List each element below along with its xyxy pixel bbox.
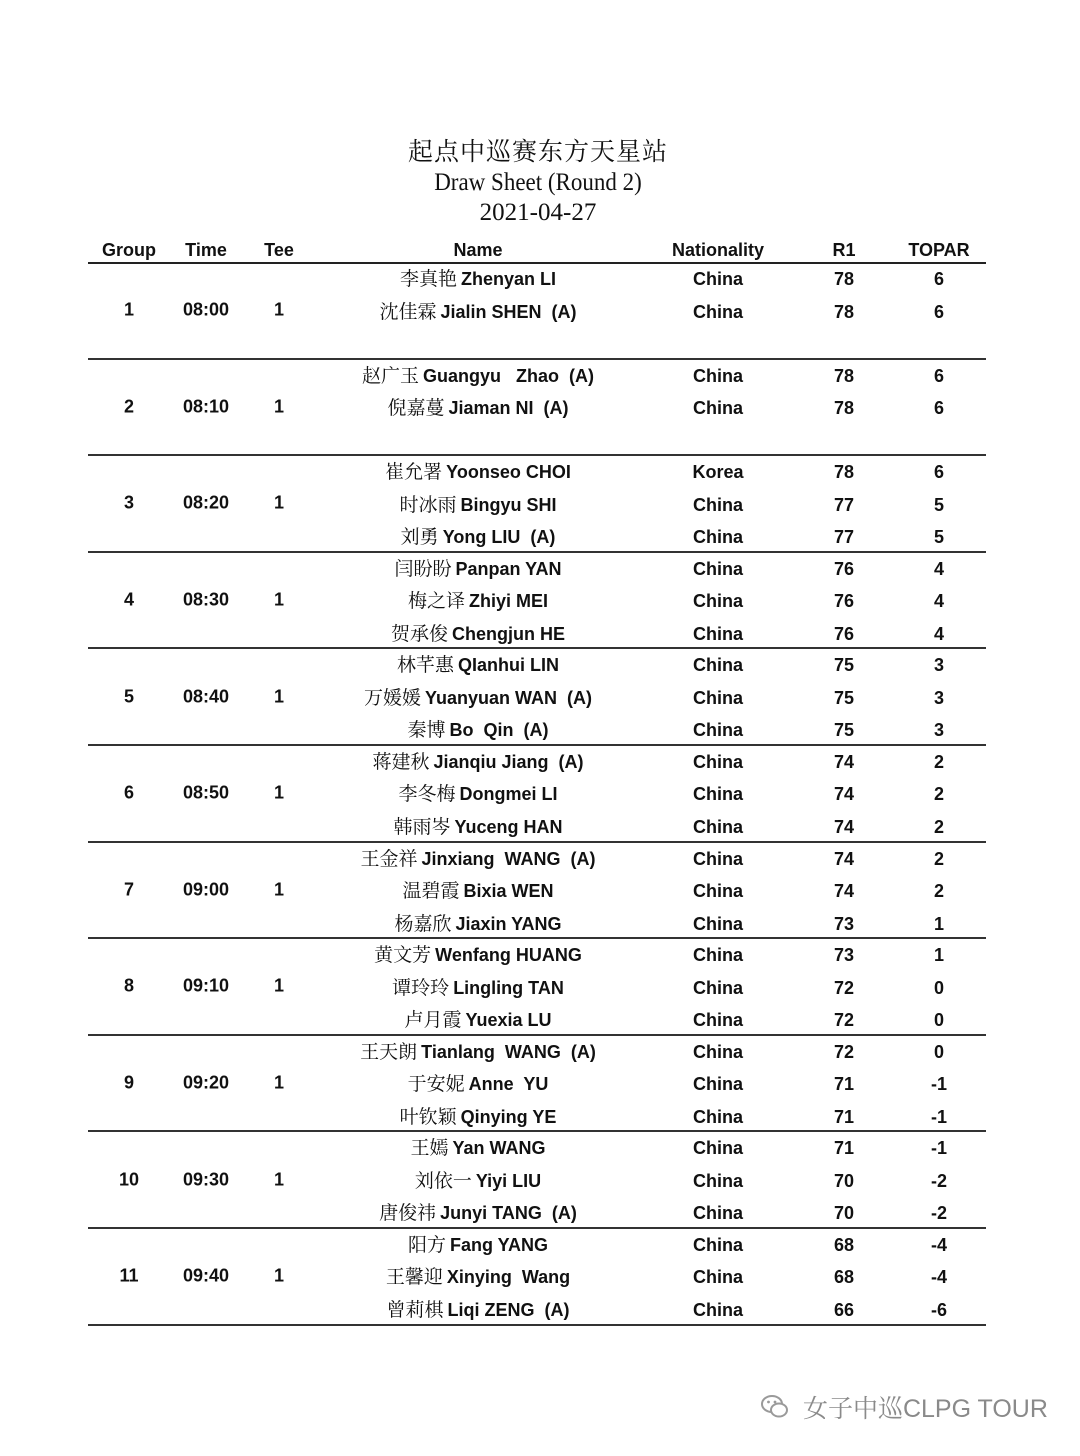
player-topar: 6 — [933, 398, 945, 419]
player-name-cn: 倪嘉蔓 — [387, 397, 445, 420]
player-row — [88, 1197, 986, 1230]
player-name-en: Bingyu SHI — [460, 494, 557, 515]
player-name — [394, 553, 561, 585]
player-name-cn: 时冰雨 — [399, 493, 457, 516]
player-nationality: China — [692, 977, 744, 998]
player-row — [88, 618, 986, 651]
player-topar: 1 — [933, 945, 945, 966]
player-nationality: China — [692, 945, 744, 966]
player-nationality: China — [692, 881, 744, 902]
group-row — [88, 939, 986, 1036]
player-name — [410, 1132, 545, 1164]
col-group: Group — [102, 240, 156, 260]
group-row — [88, 746, 986, 843]
player-name — [362, 360, 594, 392]
player-nationality: China — [692, 1074, 744, 1095]
player-name-en: Yan WANG — [452, 1138, 546, 1159]
player-name-cn: 唐俊祎 — [379, 1202, 437, 1225]
player-nationality: Korea — [692, 462, 744, 483]
player-name-en: Dongmei LI — [459, 784, 558, 805]
player-name-cn: 刘依一 — [414, 1169, 472, 1192]
player-name — [415, 1165, 541, 1197]
player-name-cn: 于安妮 — [407, 1073, 465, 1096]
tournament-title: 起点中巡赛东方天星站 — [407, 137, 668, 166]
col-r1: R1 — [832, 240, 856, 260]
group-row — [88, 456, 986, 553]
player-topar: 5 — [933, 494, 945, 515]
player-row — [88, 778, 986, 811]
player-r1-score: 74 — [833, 784, 855, 805]
player-topar: -1 — [930, 1106, 948, 1127]
player-r1-score: 71 — [833, 1106, 855, 1127]
player-topar: 3 — [933, 687, 945, 708]
group-row — [88, 553, 986, 650]
player-name-cn: 闫盼盼 — [394, 557, 452, 580]
player-name-en: Yiyi LIU — [475, 1170, 542, 1191]
player-name — [394, 908, 561, 940]
player-name-en: Jianqiu Jiang (A) — [433, 751, 584, 772]
player-name — [400, 263, 556, 295]
player-row — [88, 972, 986, 1005]
player-row — [88, 585, 986, 618]
player-name-en: Qinying YE — [460, 1106, 557, 1127]
player-row — [88, 456, 986, 489]
player-row — [88, 939, 986, 972]
player-nationality: China — [692, 913, 744, 934]
player-name — [385, 456, 571, 488]
player-name-en: Tianlang WANG (A) — [421, 1041, 596, 1062]
group-row — [88, 360, 986, 457]
player-nationality: China — [692, 1203, 744, 1224]
player-r1-score: 72 — [833, 977, 855, 998]
player-topar: -6 — [930, 1299, 948, 1320]
player-row — [88, 263, 986, 296]
player-topar: 3 — [933, 720, 945, 741]
player-topar: -1 — [930, 1138, 948, 1159]
player-row — [88, 489, 986, 522]
player-name-en: Bixia WEN — [463, 881, 554, 902]
player-name-en: Yuanyuan WAN (A) — [425, 687, 593, 708]
player-row — [88, 1101, 986, 1134]
tee-time: 09:00 — [182, 879, 230, 900]
tee-time: 09:20 — [182, 1072, 230, 1093]
col-topar: TOPAR — [908, 240, 970, 260]
player-row — [88, 908, 986, 941]
player-r1-score: 78 — [833, 301, 855, 322]
col-tee: Tee — [264, 240, 294, 260]
player-row — [88, 296, 986, 329]
player-nationality: China — [692, 269, 744, 289]
player-nationality: China — [692, 687, 744, 708]
player-name-cn: 万媛媛 — [363, 686, 421, 709]
player-nationality: China — [692, 784, 744, 805]
player-name-en: Jialin SHEN (A) — [440, 301, 577, 322]
player-name-cn: 叶钦颖 — [399, 1105, 457, 1128]
player-r1-score: 78 — [833, 462, 855, 483]
player-name — [364, 682, 592, 714]
player-name-en: Bo Qin (A) — [449, 720, 549, 741]
player-name — [399, 489, 556, 521]
tee-time: 08:40 — [182, 686, 230, 707]
player-name — [379, 296, 576, 328]
group-number: 5 — [123, 686, 135, 707]
player-name-cn: 秦博 — [407, 719, 446, 742]
player-name — [398, 778, 557, 810]
player-r1-score: 76 — [833, 558, 855, 579]
player-r1-score: 78 — [833, 365, 855, 386]
player-name — [393, 811, 562, 843]
player-topar: -1 — [930, 1074, 948, 1095]
player-nationality: China — [692, 720, 744, 741]
player-name — [392, 972, 564, 1004]
player-row — [88, 875, 986, 908]
player-row — [88, 746, 986, 779]
player-row — [88, 360, 986, 393]
player-nationality: China — [692, 591, 744, 612]
player-r1-score: 78 — [833, 269, 855, 289]
watermark-text: 女子中巡CLPG TOUR — [802, 1395, 1048, 1424]
player-topar: 4 — [933, 591, 945, 612]
table-header — [88, 238, 986, 264]
player-r1-score: 77 — [833, 527, 855, 548]
player-name — [372, 746, 583, 778]
player-name — [386, 1261, 570, 1293]
player-name — [400, 1101, 557, 1133]
player-nationality: China — [692, 527, 744, 548]
player-topar: 2 — [933, 751, 945, 772]
player-name-en: Jiaman NI (A) — [448, 398, 569, 419]
player-name-cn: 韩雨岑 — [393, 815, 451, 838]
player-nationality: China — [692, 1138, 744, 1159]
tee-time: 09:10 — [182, 975, 230, 996]
player-r1-score: 68 — [833, 1267, 855, 1288]
tee-time: 08:30 — [182, 589, 230, 610]
player-topar: 0 — [933, 977, 945, 998]
player-name-cn: 李真艳 — [399, 268, 457, 290]
tee-time: 08:00 — [182, 299, 230, 320]
player-name-cn: 王金祥 — [360, 847, 418, 870]
player-nationality: China — [692, 655, 744, 676]
player-name-en: Panpan YAN — [455, 558, 562, 579]
player-nationality: China — [692, 816, 744, 837]
document-header — [0, 136, 1076, 228]
player-nationality: China — [692, 558, 744, 579]
tee-time: 08:10 — [182, 396, 230, 417]
player-r1-score: 71 — [833, 1074, 855, 1095]
player-name-en: Zhenyan LI — [461, 269, 557, 289]
tee-number: 1 — [273, 1265, 285, 1286]
group-row — [88, 1229, 986, 1326]
player-name-cn: 沈佳霖 — [379, 300, 437, 323]
player-topar: 4 — [933, 558, 945, 579]
player-name-en: Liqi ZENG (A) — [447, 1299, 570, 1320]
player-name-cn: 赵广玉 — [361, 364, 420, 387]
player-nationality: China — [692, 1267, 744, 1288]
player-name-en: Yuexia LU — [465, 1010, 552, 1031]
player-topar: 6 — [933, 301, 945, 322]
player-row — [88, 1229, 986, 1262]
player-name — [397, 649, 559, 681]
player-r1-score: 73 — [833, 945, 855, 966]
player-r1-score: 75 — [833, 687, 855, 708]
player-name-cn: 谭玲玲 — [392, 976, 450, 999]
player-r1-score: 73 — [833, 913, 855, 934]
player-name-cn: 李冬梅 — [398, 783, 456, 806]
tee-number: 1 — [273, 396, 285, 417]
group-number: 10 — [118, 1169, 140, 1190]
group-row — [88, 1132, 986, 1229]
player-row — [88, 714, 986, 747]
tee-number: 1 — [273, 782, 285, 803]
player-name — [374, 939, 582, 971]
player-name — [379, 1197, 577, 1229]
player-nationality: China — [692, 398, 744, 419]
group-number: 1 — [123, 299, 135, 320]
player-row — [88, 1036, 986, 1069]
player-name-cn: 贺承俊 — [390, 622, 449, 645]
player-r1-score: 66 — [833, 1299, 855, 1320]
player-name-en: Chengjun HE — [452, 623, 566, 644]
player-name-cn: 王天朗 — [360, 1040, 418, 1063]
player-topar: 0 — [933, 1041, 945, 1062]
col-nationality: Nationality — [671, 240, 765, 260]
player-r1-score: 70 — [833, 1170, 855, 1191]
tee-number: 1 — [273, 299, 285, 320]
watermark — [760, 1394, 1048, 1427]
player-name-en: Junyi TANG (A) — [440, 1203, 577, 1224]
player-name-en: Guangyu Zhao (A) — [423, 365, 595, 386]
wechat-icon — [760, 1394, 790, 1427]
player-name — [360, 1036, 596, 1068]
col-name: Name — [453, 240, 503, 260]
player-row — [88, 811, 986, 844]
player-r1-score: 78 — [833, 398, 855, 419]
player-name-cn: 林芊惠 — [396, 654, 455, 677]
player-topar: 2 — [933, 784, 945, 805]
player-nationality: China — [692, 301, 744, 322]
player-name — [408, 1068, 549, 1100]
player-r1-score: 77 — [833, 494, 855, 515]
player-row — [88, 682, 986, 715]
player-name-cn: 王馨迎 — [385, 1266, 443, 1289]
player-name-en: QIanhui LIN — [458, 655, 560, 676]
player-name — [387, 1294, 570, 1326]
tee-number: 1 — [273, 975, 285, 996]
player-nationality: China — [692, 1299, 744, 1320]
player-topar: 4 — [933, 623, 945, 644]
player-name-cn: 刘勇 — [400, 526, 439, 549]
player-row — [88, 649, 986, 682]
player-name-en: Anne YU — [468, 1074, 549, 1095]
player-name — [408, 714, 549, 746]
sheet-date: 2021-04-27 — [479, 199, 597, 226]
player-name — [408, 585, 548, 617]
player-nationality: China — [692, 623, 744, 644]
player-name — [360, 843, 595, 875]
player-r1-score: 76 — [833, 591, 855, 612]
group-number: 9 — [123, 1072, 135, 1093]
player-name-en: Yoonseo CHOI — [446, 462, 571, 483]
player-topar: 1 — [933, 913, 945, 934]
player-r1-score: 74 — [833, 816, 855, 837]
tee-number: 1 — [273, 589, 285, 610]
player-name-en: Jinxiang WANG (A) — [421, 848, 596, 869]
draw-table — [88, 263, 986, 1326]
group-row — [88, 843, 986, 940]
player-topar: -2 — [930, 1203, 948, 1224]
player-r1-score: 71 — [833, 1138, 855, 1159]
player-name — [391, 618, 565, 650]
player-name-cn: 卢月霞 — [404, 1009, 462, 1032]
player-name-cn: 黄文芳 — [374, 944, 432, 967]
player-name-cn: 崔允署 — [385, 461, 443, 484]
sheet-title: Draw Sheet (Round 2) — [434, 169, 642, 196]
player-nationality: China — [692, 365, 744, 386]
player-name-en: Yuceng HAN — [454, 816, 563, 837]
tee-number: 1 — [273, 879, 285, 900]
player-r1-score: 72 — [833, 1041, 855, 1062]
player-name — [404, 1004, 551, 1036]
player-topar: 2 — [933, 816, 945, 837]
player-topar: 2 — [933, 881, 945, 902]
player-topar: -4 — [930, 1267, 948, 1288]
player-r1-score: 74 — [833, 881, 855, 902]
tee-number: 1 — [273, 1169, 285, 1190]
tee-number: 1 — [273, 1072, 285, 1093]
player-r1-score: 72 — [833, 1010, 855, 1031]
player-name-cn: 杨嘉欣 — [394, 912, 452, 935]
col-time: Time — [185, 240, 227, 260]
tee-time: 09:40 — [182, 1265, 230, 1286]
tee-time: 08:50 — [182, 782, 230, 803]
group-row — [88, 1036, 986, 1133]
player-topar: -2 — [930, 1170, 948, 1191]
tee-time: 08:20 — [182, 492, 230, 513]
player-name-en: Fang YANG — [449, 1234, 549, 1255]
player-nationality: China — [692, 1234, 744, 1255]
player-r1-score: 74 — [833, 848, 855, 869]
player-nationality: China — [692, 494, 744, 515]
player-name-en: Yong LIU (A) — [442, 527, 556, 548]
player-row — [88, 1068, 986, 1101]
player-name-cn: 曾莉棋 — [386, 1298, 444, 1321]
player-nationality: China — [692, 1106, 744, 1127]
player-nationality: China — [692, 848, 744, 869]
player-name — [408, 1229, 548, 1261]
player-r1-score: 76 — [833, 623, 855, 644]
tee-time: 09:30 — [182, 1169, 230, 1190]
player-name-cn: 温碧霞 — [402, 880, 460, 903]
player-row — [88, 1261, 986, 1294]
group-row — [88, 649, 986, 746]
player-nationality: China — [692, 1041, 744, 1062]
player-name-en: Xinying Wang — [446, 1267, 571, 1288]
player-row — [88, 843, 986, 876]
group-row — [88, 263, 986, 360]
group-number: 6 — [123, 782, 135, 803]
player-r1-score: 70 — [833, 1203, 855, 1224]
player-name-cn: 阳方 — [407, 1233, 446, 1256]
player-r1-score: 74 — [833, 751, 855, 772]
player-nationality: China — [692, 1170, 744, 1191]
group-number: 7 — [123, 879, 135, 900]
group-number: 8 — [123, 975, 135, 996]
player-row — [88, 553, 986, 586]
player-name-en: Wenfang HUANG — [435, 945, 582, 966]
group-number: 3 — [123, 492, 135, 513]
group-number: 4 — [123, 589, 135, 610]
player-topar: 3 — [933, 655, 945, 676]
player-row — [88, 392, 986, 425]
player-name-cn: 蒋建秋 — [372, 750, 430, 773]
player-name-cn: 王嫣 — [410, 1137, 449, 1160]
player-name — [402, 875, 553, 907]
player-topar: 6 — [933, 269, 945, 289]
tee-number: 1 — [273, 686, 285, 707]
player-r1-score: 68 — [833, 1234, 855, 1255]
player-name-en: Zhiyi MEI — [469, 591, 549, 612]
player-row — [88, 1165, 986, 1198]
player-row — [88, 1004, 986, 1037]
player-topar: 6 — [933, 365, 945, 386]
player-name — [387, 392, 568, 424]
player-row — [88, 1132, 986, 1165]
group-number: 11 — [119, 1265, 139, 1286]
player-topar: 0 — [933, 1010, 945, 1031]
player-row — [88, 521, 986, 554]
player-nationality: China — [692, 751, 744, 772]
player-name — [401, 521, 556, 553]
player-topar: 5 — [933, 527, 945, 548]
player-name-en: Lingling TAN — [453, 977, 564, 998]
player-nationality: China — [692, 1010, 744, 1031]
tee-number: 1 — [273, 492, 285, 513]
player-name-cn: 梅之译 — [407, 590, 465, 613]
player-r1-score: 75 — [833, 655, 855, 676]
player-topar: 2 — [933, 848, 945, 869]
player-topar: 6 — [933, 462, 945, 483]
player-row — [88, 1294, 986, 1327]
player-topar: -4 — [930, 1234, 948, 1255]
group-number: 2 — [123, 396, 135, 417]
player-name-en: Jiaxin YANG — [455, 913, 562, 934]
player-r1-score: 75 — [833, 720, 855, 741]
